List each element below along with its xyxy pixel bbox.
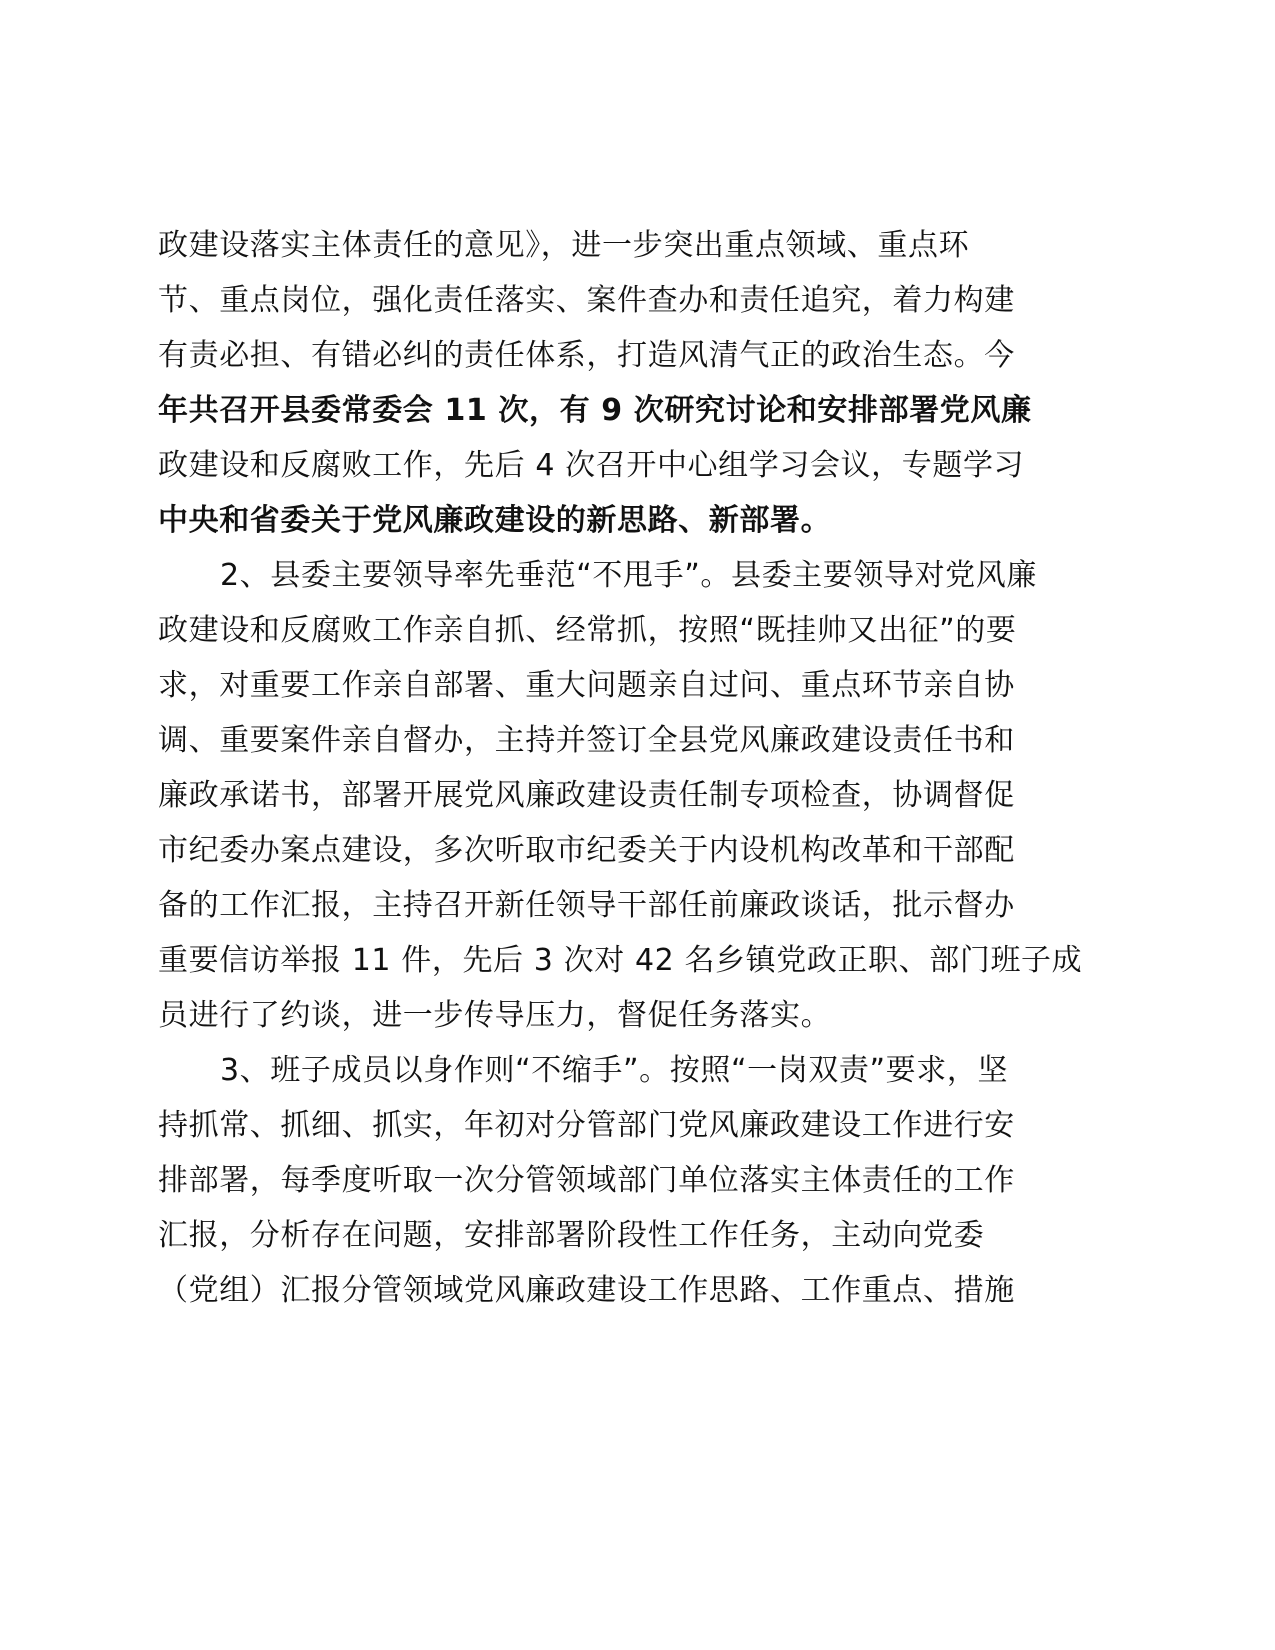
text-line: 年共召开县委常委会 11 次，有 9 次研究讨论和安排部署党风廉 <box>158 393 1032 428</box>
text-line: 求，对重要工作亲自部署、重大问题亲自过问、重点环节亲自协 <box>158 668 1015 703</box>
paragraph-2-first-line: 2、县委主要领导率先垂范“不甩手”。县委主要领导对党风廉 <box>220 558 1037 593</box>
text-line: 备的工作汇报，主持召开新任领导干部任前廉政谈话，批示督办 <box>158 888 1015 923</box>
text-line: （党组）汇报分管领域党风廉政建设工作思路、工作重点、措施 <box>158 1273 1015 1308</box>
text-line: 汇报，分析存在问题，安排部署阶段性工作任务，主动向党委 <box>158 1218 985 1253</box>
text-line: 持抓常、抓细、抓实，年初对分管部门党风廉政建设工作进行安 <box>158 1108 1015 1143</box>
text-line: 廉政承诺书，部署开展党风廉政建设责任制专项检查，协调督促 <box>158 778 1015 813</box>
text-line: 政建设和反腐败工作，先后 4 次召开中心组学习会议，专题学习 <box>158 448 1025 483</box>
text-line: 市纪委办案点建设，多次听取市纪委关于内设机构改革和干部配 <box>158 833 1015 868</box>
paragraph-3-first-line: 3、班子成员以身作则“不缩手”。按照“一岗双责”要求，坚 <box>220 1053 1009 1088</box>
text-line: 节、重点岗位，强化责任落实、案件查办和责任追究，着力构建 <box>158 283 1015 318</box>
text-line: 调、重要案件亲自督办，主持并签订全县党风廉政建设责任书和 <box>158 723 1015 758</box>
body-text <box>158 218 1118 1318</box>
text-line: 中央和省委关于党风廉政建设的新思路、新部署。 <box>158 503 832 538</box>
text-line: 排部署，每季度听取一次分管领域部门单位落实主体责任的工作 <box>158 1163 1015 1198</box>
text-line: 有责必担、有错必纠的责任体系，打造风清气正的政治生态。今 <box>158 338 1015 373</box>
text-line: 重要信访举报 11 件，先后 3 次对 42 名乡镇党政正职、部门班子成 <box>158 943 1083 978</box>
text-line: 政建设落实主体责任的意见》，进一步突出重点领域、重点环 <box>158 228 970 263</box>
text-line: 政建设和反腐败工作亲自抓、经常抓，按照“既挂帅又出征”的要 <box>158 613 1017 648</box>
text-line: 员进行了约谈，进一步传导压力，督促任务落实。 <box>158 998 832 1033</box>
